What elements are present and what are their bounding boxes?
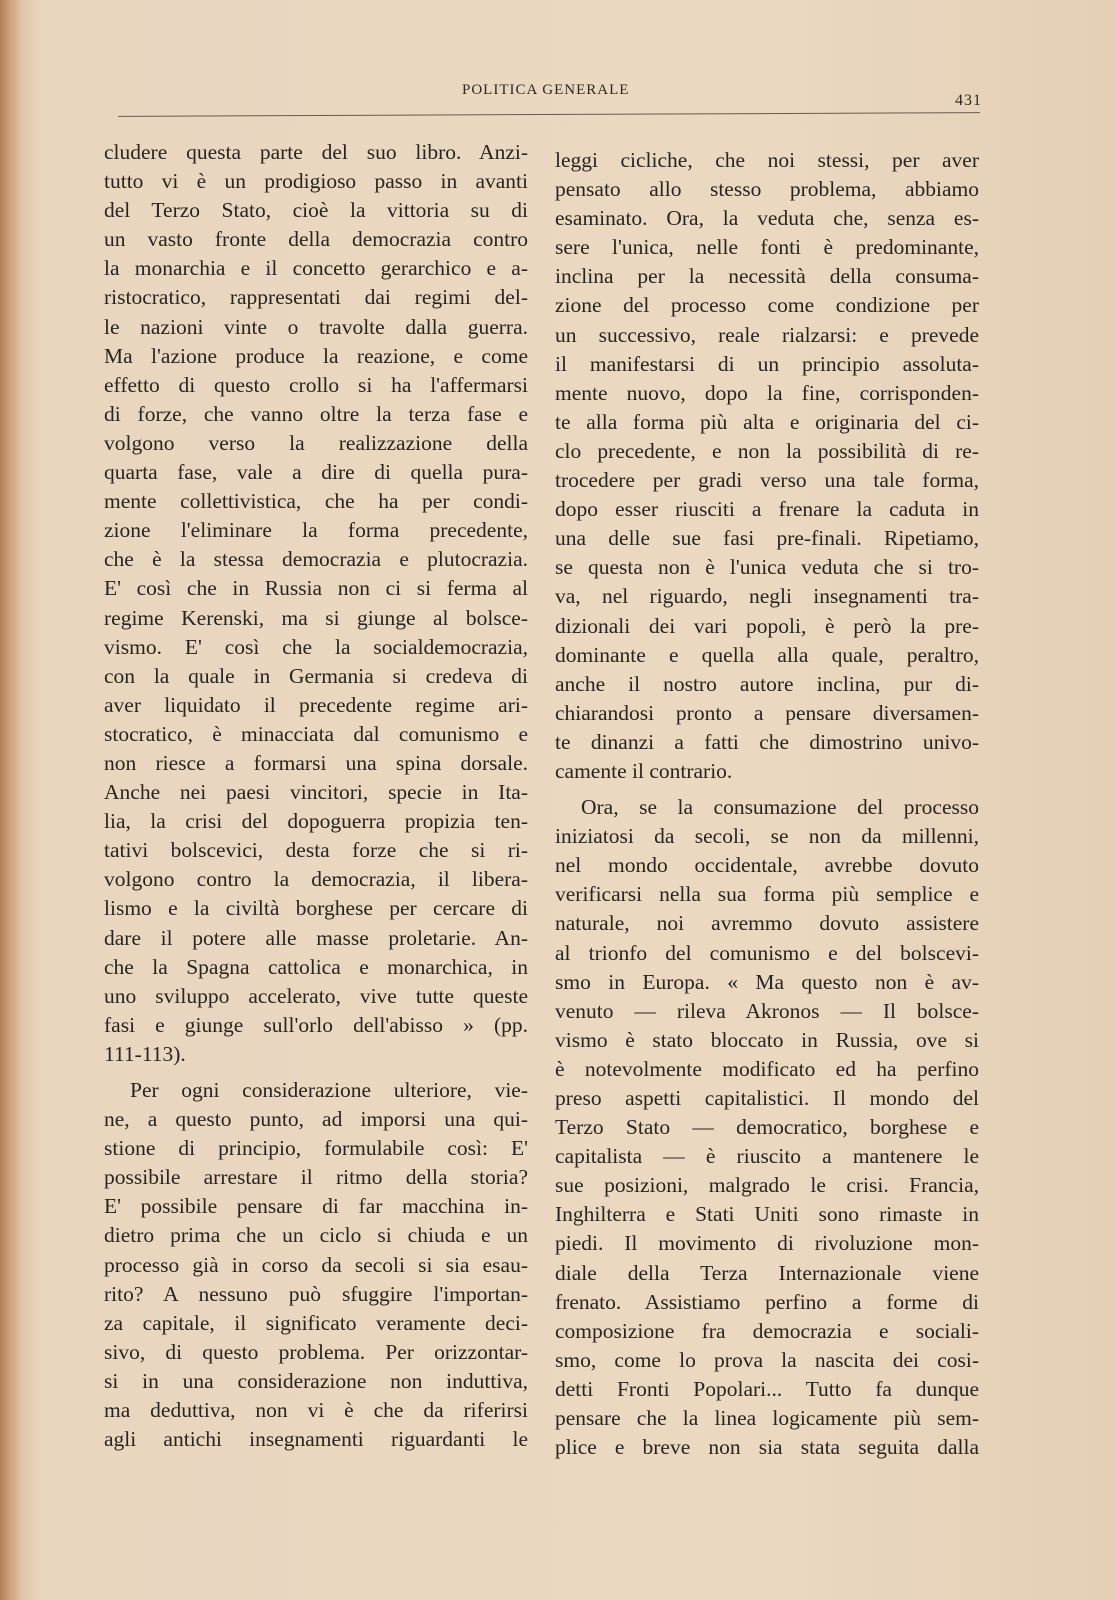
text-line: 111-113). <box>104 1041 186 1066</box>
text-line: E' possibile pensare di far macchina in- <box>104 1194 528 1219</box>
text-line: va, nel riguardo, negli insegnamenti tra- <box>555 584 979 609</box>
text-line: le nazioni vinte o travolte dalla guerra. <box>104 314 528 339</box>
text-line: inclina per la necessità della consuma- <box>555 264 979 289</box>
text-line: lismo e la civiltà borghese per cercare di <box>104 896 528 921</box>
text-line: smo, come lo prova la nascita dei cosi- <box>555 1347 979 1372</box>
text-line: regime Kerenski, ma si giunge al bolsce- <box>104 605 528 630</box>
text-line: processo già in corso da secoli si sia esau- <box>104 1252 528 1277</box>
text-line: pensare che la linea logicamente più sem- <box>555 1406 979 1431</box>
text-line: esaminato. Ora, la veduta che, senza es- <box>555 206 979 231</box>
text-line: mente collettivistica, che ha per condi- <box>104 489 528 514</box>
text-line: se questa non è l'unica veduta che si tro- <box>555 555 979 580</box>
text-line: vismo è stato bloccato in Russia, ove si <box>555 1027 979 1052</box>
text-line: pensato allo stesso problema, abbiamo <box>555 177 979 202</box>
text-line: verificarsi nella sua forma più semplice e <box>555 882 979 907</box>
text-line: dizionali dei vari popoli, è però la pre- <box>555 613 979 638</box>
book-spine-shadow <box>0 0 22 1600</box>
text-line: piedi. Il movimento di rivoluzione mon- <box>555 1231 979 1256</box>
text-line: leggi cicliche, che noi stessi, per aver <box>555 148 979 172</box>
text-line: possibile arrestare il ritmo della storia? <box>104 1165 528 1190</box>
text-line: te alla forma più alta e originaria del ci- <box>555 409 979 434</box>
text-line: vismo. E' così che la socialdemocrazia, <box>104 634 528 659</box>
text-line: iniziatosi da secoli, se non da millenni, <box>555 824 979 849</box>
text-line: mente nuovo, dopo la fine, corrisponden- <box>555 380 979 405</box>
text-line: zione del processo come condizione per <box>555 293 979 318</box>
text-line: è notevolmente modificato ed ha perfino <box>555 1056 979 1081</box>
text-line: uno sviluppo accelerato, vive tutte queste <box>104 983 528 1008</box>
text-line: del Terzo Stato, cioè la vittoria su di <box>104 198 528 223</box>
text-line: ne, a questo punto, ad imporsi una qui- <box>104 1107 528 1132</box>
paragraph-start-line: Per ogni considerazione ulteriore, vie- <box>130 1078 528 1102</box>
text-line: fasi e giunge sull'orlo dell'abisso » (pp. <box>104 1012 528 1037</box>
text-line: E' così che in Russia non ci si ferma al <box>104 576 528 601</box>
text-line: detti Fronti Popolari... Tutto fa dunque <box>555 1376 979 1401</box>
text-line: tutto vi è un prodigioso passo in avanti <box>104 169 528 194</box>
text-line: cludere questa parte del suo libro. Anzi- <box>104 140 528 164</box>
text-line: Terzo Stato — democratico, borghese e <box>555 1115 979 1140</box>
text-line: ristocratico, rappresentati dai regimi del- <box>104 285 528 310</box>
text-line: stione di principio, formulabile così: E' <box>104 1136 528 1161</box>
text-line: camente il contrario. <box>555 758 733 783</box>
text-line: te dinanzi a fatti che dimostrino univo- <box>555 729 979 754</box>
text-line: effetto di questo crollo si ha l'affermarsi <box>104 372 528 397</box>
text-line: aver liquidato il precedente regime ari- <box>104 692 528 717</box>
text-line: non riesce a formarsi una spina dorsale. <box>104 750 528 775</box>
text-line: sivo, di questo problema. Per orizzontar- <box>104 1339 528 1364</box>
text-line: zione l'eliminare la forma precedente, <box>104 518 528 543</box>
text-line: una delle sue fasi pre-finali. Ripetiamo, <box>555 526 979 551</box>
text-line: dopo esser riusciti a frenare la caduta in <box>555 497 979 522</box>
text-column-left <box>104 138 528 1454</box>
text-line: dominante e quella alla quale, peraltro, <box>555 642 979 667</box>
text-line: lia, la crisi del dopoguerra propizia ten- <box>104 809 528 834</box>
page-number: 431 <box>955 92 982 109</box>
text-line: nel mondo occidentale, avrebbe dovuto <box>555 853 979 878</box>
text-line: venuto — rileva Akronos — Il bolsce- <box>555 998 979 1023</box>
text-line: Inghilterra e Stati Uniti sono rimaste in <box>555 1202 979 1227</box>
text-line: il manifestarsi di un principio assoluta- <box>555 351 979 376</box>
text-line: frenato. Assistiamo perfino a forme di <box>555 1289 979 1314</box>
text-line: tativi bolscevici, desta forze che si ri- <box>104 838 528 863</box>
text-line: diale della Terza Internazionale viene <box>555 1260 979 1285</box>
text-line: za capitale, il significato veramente deci- <box>104 1310 528 1335</box>
text-line: volgono contro la democrazia, il libera- <box>104 867 528 892</box>
text-line: dare il potere alle masse proletarie. An- <box>104 925 528 950</box>
paragraph-start-line: Ora, se la consumazione del processo <box>581 795 979 820</box>
text-line: sue posizioni, malgrado le crisi. Francia, <box>555 1173 979 1198</box>
text-line: che la Spagna cattolica e monarchica, in <box>104 954 528 979</box>
text-line: quarta fase, vale a dire di quella pura- <box>104 460 528 485</box>
text-line: la monarchia e il concetto gerarchico e a- <box>104 256 528 281</box>
text-line: ma deduttiva, non vi è che da riferirsi <box>104 1398 528 1423</box>
text-line: preso aspetti capitalistici. Il mondo del <box>555 1086 979 1110</box>
text-line: capitalista — è riuscito a mantenere le <box>555 1144 979 1169</box>
text-line: un successivo, reale rialzarsi: e prevede <box>555 322 979 347</box>
text-line: composizione fra democrazia e sociali- <box>555 1318 979 1343</box>
text-line: rito? A nessuno può sfuggire l'importan- <box>104 1281 528 1306</box>
text-line: Ma l'azione produce la reazione, e come <box>104 343 528 368</box>
text-line: dietro prima che un ciclo si chiuda e un <box>104 1223 528 1248</box>
text-column-right <box>555 146 979 1462</box>
text-line: volgono verso la realizzazione della <box>104 430 528 455</box>
text-line: Anche nei paesi vincitori, specie in Ita- <box>104 780 528 805</box>
text-line: si in una considerazione non induttiva, <box>104 1368 528 1393</box>
text-line: naturale, noi avremmo dovuto assistere <box>555 911 979 936</box>
text-line: con la quale in Germania si credeva di <box>104 663 528 688</box>
text-line: clo precedente, e non la possibilità di re- <box>555 438 979 463</box>
text-line: al trionfo del comunismo e del bolscevi- <box>555 940 979 965</box>
text-line: trocedere per gradi verso una tale forma, <box>555 468 979 493</box>
running-head: POLITICA GENERALE <box>462 82 630 98</box>
header-rule <box>118 112 980 117</box>
text-line: chiarandosi pronto a pensare diversamen- <box>555 700 979 725</box>
text-line: agli antichi insegnamenti riguardanti le <box>104 1427 528 1452</box>
text-line: che è la stessa democrazia e plutocrazia. <box>104 547 528 572</box>
text-line: un vasto fronte della democrazia contro <box>104 227 528 252</box>
text-line: smo in Europa. « Ma questo non è av- <box>555 969 979 994</box>
text-line: anche il nostro autore inclina, pur di- <box>555 671 979 696</box>
text-line: stocratico, è minacciata dal comunismo e <box>104 721 528 746</box>
text-line: di forze, che vanno oltre la terza fase e <box>104 401 528 426</box>
text-line: plice e breve non sia stata seguita dalla <box>555 1435 979 1460</box>
text-line: sere l'unica, nelle fonti è predominante, <box>555 235 979 260</box>
